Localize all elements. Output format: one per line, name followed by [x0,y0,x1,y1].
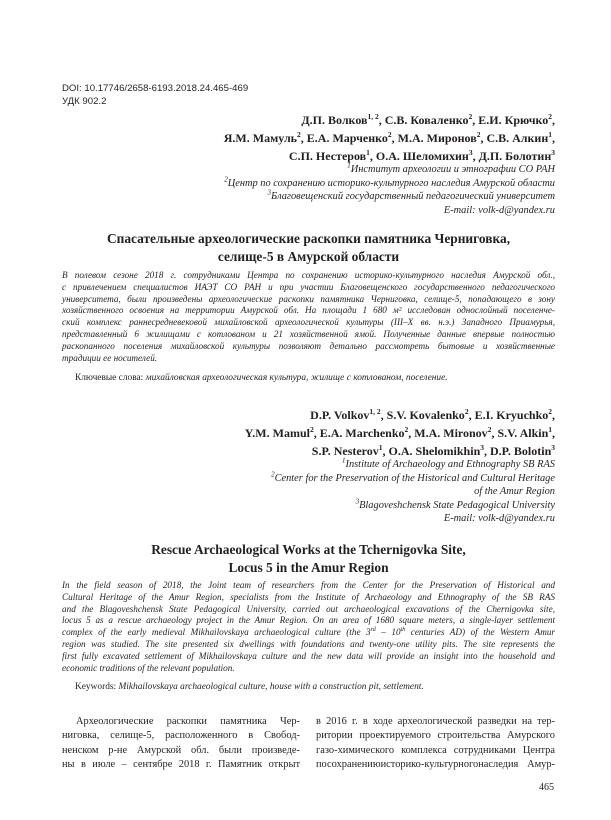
author-name: Е.А. Марченко [306,131,388,145]
abstract-ru-line: раскопанного поселения михайловской культуры позволяют детально рассмотреть бытовые и хозяйственные [62,340,555,351]
affiliation-text: of the Amur Region [474,486,555,498]
affiliation-text: Центр по сохранению историко-культурного наследия Амурской области [227,177,555,189]
author-separator: , [382,444,389,458]
author-affiliation-mark: 3 [551,443,555,452]
affiliation-text: Blagoveshchensk State Pedagogical University [359,499,555,511]
author-separator: , [313,426,320,440]
author-affiliation-mark: 2 [476,130,481,139]
author-name: Я.М. Мамуль [223,131,298,145]
affiliation-text: Институт археологии и этнографии СО РАН [350,164,555,175]
author-affiliation-mark: 2 [548,407,552,416]
author-separator: , [391,131,398,145]
author-name: S.V. Kovalenko [386,408,465,422]
author-affiliation-mark: 1, 2 [369,407,381,416]
author-affiliation-mark: 2 [468,112,473,121]
author-separator: , [552,426,555,440]
body-line: ритории проектируемого строительства Амурского [316,730,555,742]
affiliation-line [224,190,555,204]
author-affiliation-mark: 3 [551,148,555,157]
keywords-en-label: Keywords: [75,682,117,692]
affiliation-mark: 3 [355,497,360,506]
affiliation-line [271,499,555,513]
author-affiliation-mark: 2 [548,112,552,121]
abstract-ru-line: с привлечением специалистов ИАЭТ СО РАН и при участии Благовещенского государственного педагогического [62,281,555,292]
abstract-en-line: locus 5 as a rescue archaeology project in the Amur Region. On an area of 1680 square meters, a single-layer settlement [62,615,555,626]
keywords-ru-values: михайловская археологическая культура, жилище с котлованом, поселение. [145,373,448,383]
author-affiliation-mark: 3 [480,443,484,452]
doi: DOI: 10.17746/2658-6193.2018.24.465-469 [62,83,249,94]
body-line: ны в июле – сентябре 2018 г. Памятник открыт [62,759,300,771]
author-name: Д.П. Волков [301,113,368,127]
affiliation-line [271,458,555,472]
author-separator: , [468,408,475,422]
affiliation-mark: 1 [347,161,351,170]
author-name: М.А. Миронов [397,131,477,145]
body-line: ненском р-не Амурской обл. были произведе- [62,744,300,756]
author-line [245,424,555,442]
page-number: 465 [539,782,554,793]
author-separator: , [552,131,555,145]
author-name: Y.M. Mamul [244,426,310,440]
title-en [62,541,555,577]
body-line: в 2016 г. в ходе археологической разведки на тер- [316,716,555,727]
author-name: С.В. Алкин [486,131,549,145]
affiliation-line [224,177,555,191]
author-separator: , [472,113,479,127]
author-separator: , [552,113,555,127]
author-affiliation-mark: 2 [297,130,301,139]
affiliation-line [271,472,555,486]
author-separator: , [484,444,490,458]
title-ru-line: Спасательные археологические раскопки памятника Черниговка, [106,231,511,246]
abstract-en-line: first fully excavated settlement of Mikhailovskaya culture and the new data will provide an insight into the household and [62,650,555,661]
abstract-en-line: and the Blagoveshchensk State Pedagogical University, carried out archaeological excavations of the Chernigovka site, [62,603,555,614]
author-affiliation-mark: 2 [464,407,469,416]
authors-ru [224,111,555,165]
abstract-ru-line: традиции ее носителей. [62,352,158,363]
ordinal-suffix: th [400,627,406,634]
keywords-ru [75,373,448,383]
author-affiliation-mark: 2 [404,425,409,434]
affiliation-text: Institute of Archaeology and Ethnography SB RAS [345,459,555,470]
author-separator: , [369,149,376,163]
author-separator: , [472,149,479,163]
author-name: С.В. Коваленко [384,113,469,127]
affiliation-mark: 2 [224,175,228,184]
affiliation-line [224,204,555,218]
author-separator: , [380,408,387,422]
affiliation-line [271,512,555,526]
author-affiliation-mark: 2 [387,130,392,139]
author-name: Е.И. Крючко [478,113,549,127]
ordinal-suffix: rd [370,627,376,634]
author-line [224,111,555,129]
affiliation-text: E-mail: volk-d@yandex.ru [443,204,555,216]
author-name: D.P. Volkov [310,408,370,422]
author-separator: , [408,426,415,440]
abstract-en-line: Cultural Heritage of the Amur Region, specialists from the Institute of Archaeology and Ethnography of the SB RAS [62,591,555,602]
author-name: D.P. Bolotin [490,444,552,458]
author-separator: , [491,426,498,440]
author-name: S.V. Alkin [497,426,549,440]
affiliation-mark: 1 [341,456,346,465]
author-name: O.A. Shelomikhin [388,444,481,458]
author-name: S.P. Nesterov [311,444,379,458]
affiliation-mark: 3 [267,188,271,197]
udk: УДК 902.2 [62,96,107,107]
body-line: газо-химического комплекса сотрудниками Центра [316,744,555,756]
affiliation-text: E-mail: volk-d@yandex.ru [443,513,555,525]
author-affiliation-mark: 1 [548,425,552,434]
affiliation-text: Center for the Preservation of the Historical and Cultural Heritage [274,472,555,484]
abstract-en-line: complex of the early medieval Mikhailovskaya archaeological culture (the 3rd – 10th centuries AD) of the Western Amur [62,627,556,638]
affiliations-ru [224,163,555,217]
abstract-ru-line: В полевом сезоне 2018 г. сотрудниками Центра по сохранению историко-культурного наследия Амурской обл., [62,270,555,280]
author-name: E.I. Kryuchko [474,408,549,422]
author-affiliation-mark: 2 [487,425,492,434]
author-name: Д.П. Болотин [478,149,552,163]
abstract-ru-line: ский комплекс раннесредневековой михайловской археологической культуры (III–X вв. н.э.) Западного Приамурья, [62,317,555,328]
affiliation-mark: 2 [271,470,275,479]
keywords-en-values: Mikhailovskaya archaeological culture, house with a construction pit, settlement. [118,682,424,692]
author-name: E.A. Marchenko [319,426,405,440]
author-separator: , [552,408,555,422]
title-ru [62,230,555,266]
abstract-ru-line: представленный 6 жилищами с котлованом и 21 хозяйственной ямой. Полученные данные впервые полностью [62,328,555,339]
author-affiliation-mark: 3 [468,148,473,157]
body-line: посохранениюисторико-культурногонаследия Амур- [316,759,555,771]
abstract-ru-line: университета, были произведены археологические раскопки памятника Черниговка, селище-5, попадающего в зону [62,293,555,304]
affiliation-line [271,485,555,499]
affiliation-text: Благовещенский государственный педагогический университет [270,191,555,203]
title-en-line: Locus 5 in the Amur Region [228,560,389,575]
author-name: О.А. Шеломихин [375,149,469,163]
author-affiliation-mark: 1, 2 [367,112,379,121]
author-name: С.П. Нестеров [288,149,367,163]
affiliations-en [271,458,555,526]
author-affiliation-mark: 1 [548,130,552,139]
body-line: ниговка, селище-5, расположенного в Свобод- [62,730,300,742]
abstract-en-line: region was studied. The site presented six dwellings with foundations and twenty-one utility pits. The site represents the [62,638,555,649]
abstract-en-line: economic traditions of the relevant population. [62,662,235,673]
body-column-right [316,715,555,773]
author-name: M.A. Mironov [414,426,488,440]
abstract-en [62,580,555,674]
author-separator: , [300,131,307,145]
abstract-en-line: In the field season of 2018, the Joint team of researchers from the Center for the Preservation of Historical and [62,580,555,590]
abstract-ru [62,270,555,364]
keywords-en [75,682,424,692]
author-line [245,406,555,424]
body-line: Археологические раскопки памятника Чер- [76,716,300,727]
author-separator: , [378,113,385,127]
author-affiliation-mark: 1 [366,148,370,157]
title-ru-line: селище-5 в Амурской области [217,249,400,264]
keywords-ru-label: Ключевые слова: [75,373,144,383]
abstract-ru-line: хозяйственного освоения на территории Амурской обл. На площади 1 680 м² исследован однослойный поселенче- [62,305,555,316]
authors-en [245,406,555,460]
title-en-line: Rescue Archaeological Works at the Tchernigovka Site, [151,542,466,557]
author-affiliation-mark: 2 [309,425,314,434]
author-separator: , [480,131,487,145]
body-column-left [62,715,300,773]
affiliation-line [224,163,555,177]
author-line [224,129,555,147]
author-affiliation-mark: 1 [378,443,383,452]
